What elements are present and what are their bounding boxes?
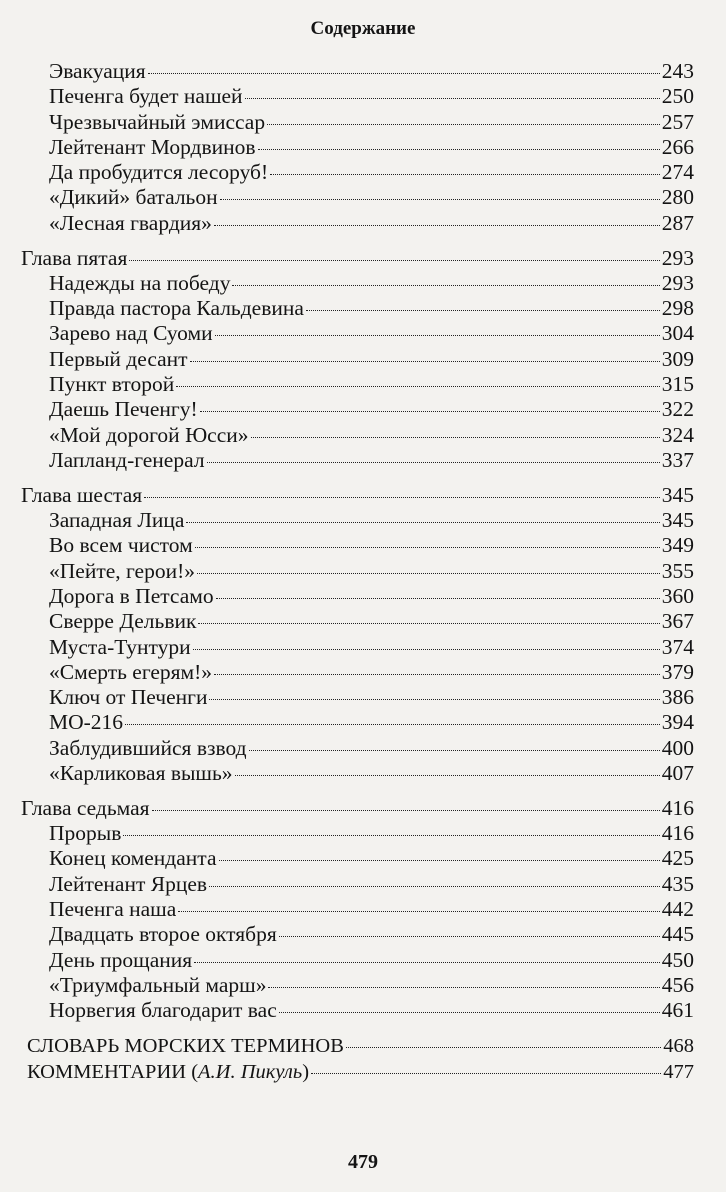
toc-page-number: 345 [661,482,694,507]
toc-entry-title: Глава седьмая [21,795,150,820]
toc-entry-title: День прощания [49,947,193,972]
toc-entry-row [0,710,726,735]
toc-entry-row [0,846,726,871]
toc-page-number: 304 [661,321,694,346]
toc-entry-title: Глава пятая [21,245,128,270]
toc-entry-row [0,1034,726,1059]
toc-page-number: 416 [661,821,694,846]
toc-page-number: 298 [661,296,694,321]
toc-page-number: 374 [661,634,694,659]
dot-leader [209,699,659,700]
toc-page-number: 274 [661,160,694,185]
toc-page-number: 243 [661,59,694,83]
toc-entry-row [0,559,726,584]
toc-entry-title: Зарево над Суоми [49,321,213,346]
toc-entry-title: «Дикий» батальон [49,185,218,210]
toc-page-number: 293 [661,245,694,270]
dot-leader [200,411,660,412]
toc-page-number: 379 [661,659,694,684]
dot-leader [245,98,660,99]
toc-page-number: 322 [661,397,694,422]
toc-entry-title: Лапланд-генерал [49,447,205,472]
toc-page-number: 442 [661,897,694,921]
toc-entry-title: Прорыв [49,821,122,846]
toc-entry-title: Правда пастора Кальдевина [49,296,304,321]
dot-leader [270,174,660,175]
toc-page-number: 257 [661,109,694,134]
toc-entry-row [0,271,726,296]
toc-chapter-row [0,246,726,271]
toc-entry-title: Западная Лица [49,508,185,533]
toc-page-number: 287 [661,210,694,235]
dot-leader [123,835,659,836]
toc-entry-title: Даешь Печенгу! [49,397,198,422]
toc-entry-row [0,448,726,473]
toc-entry-title: Сверре Дельвик [49,609,197,634]
toc-chapter-row [0,796,726,821]
dot-leader [311,1073,661,1074]
dot-leader [268,987,659,988]
dot-leader [194,962,660,963]
toc-page-number: 445 [661,922,694,947]
toc-page-number: 407 [661,761,694,786]
toc-entry-title: КОММЕНТАРИИ (А.И. Пикуль) [27,1060,310,1083]
dot-leader [267,124,660,125]
toc-entry-row [0,609,726,634]
toc-page-number: 386 [661,685,694,710]
toc-entry-row [0,973,726,998]
toc-entry-row [0,508,726,533]
dot-leader [279,1012,660,1013]
toc-entry-row [0,533,726,558]
dot-leader [251,437,660,438]
dot-leader [216,598,660,599]
toc-entry-row [0,685,726,710]
toc-page-number: 309 [661,346,694,371]
dot-leader [125,724,660,725]
toc-entry-row [0,948,726,973]
toc-entry-row [0,423,726,448]
toc-entry-row [0,372,726,397]
toc-entry-title: Глава шестая [21,482,143,507]
toc-entry-row [0,635,726,660]
toc-entry-title: Первый десант [49,346,188,371]
toc-chapter-row [0,483,726,508]
toc-entry-row [0,660,726,685]
toc-entry-title: Норвегия благодарит вас [49,998,277,1023]
toc-entry-row [0,872,726,897]
toc-entry-title: СЛОВАРЬ МОРСКИХ ТЕРМИНОВ [27,1035,344,1058]
toc-entry-title: «Триумфальный марш» [49,972,267,997]
toc-entry-title: Эвакуация [49,59,146,83]
toc-entry-row [0,59,726,84]
toc-entry-row [0,160,726,185]
toc-entry-row [0,922,726,947]
toc-entry-title: Печенга наша [49,897,177,921]
toc-entry-row [0,185,726,210]
toc-page-number: 360 [661,583,694,608]
toc-page-number: 416 [661,795,694,820]
toc-entry-title: Конец коменданта [49,846,217,871]
dot-leader [197,573,660,574]
dot-leader [258,149,660,150]
dot-leader [220,199,660,200]
toc-page-number: 250 [661,84,694,109]
toc-entry-row [0,110,726,135]
toc-entry-row [0,347,726,372]
toc-page-number: 337 [661,447,694,472]
page-title: Содержание [310,18,416,39]
dot-leader [232,285,659,286]
dot-leader [209,886,660,887]
toc-entry-title: МО-216 [49,710,124,735]
toc-entry-row [0,736,726,761]
toc-entry-title: Дорога в Петсамо [49,583,214,608]
toc-entry-title: Во всем чистом [49,533,193,558]
toc-page-number: 315 [661,372,694,397]
toc-entry-row [0,135,726,160]
toc-entry-title: Да пробудится лесоруб! [49,160,269,185]
dot-leader [152,810,660,811]
toc-page-number: 349 [661,533,694,558]
toc-entry-row [0,584,726,609]
toc-entry-title: Лейтенант Ярцев [49,871,208,896]
toc-entry-title: Заблудившийся взвод [49,735,247,760]
toc-entry-row [0,998,726,1023]
toc-page-number: 324 [661,422,694,447]
dot-leader [190,361,660,362]
toc-entry-title: Печенга будет нашей [49,84,243,109]
toc-page-number: 450 [661,947,694,972]
toc-entry-title: «Лесная гвардия» [49,210,212,235]
toc-entry-row [0,1060,726,1085]
toc-entry-title: Пункт второй [49,372,175,397]
toc-entry-title: Двадцать второе октября [49,922,277,947]
toc-page-number: 367 [661,609,694,634]
dot-leader [249,750,660,751]
toc-entry-title: Чрезвычайный эмиссар [49,109,266,134]
toc-entry-row [0,211,726,236]
dot-leader [198,623,659,624]
toc-entry-title: «Пейте, герои!» [49,558,196,583]
toc-page-number: 293 [661,270,694,295]
dot-leader [129,260,659,261]
toc-page-number: 345 [661,508,694,533]
toc-entry-title: Надежды на победу [49,270,231,295]
toc-entry-row [0,321,726,346]
dot-leader [306,310,660,311]
toc-page-number: 468 [663,1035,694,1058]
dot-leader [214,225,660,226]
toc-page-number: 355 [661,558,694,583]
dot-leader [144,497,660,498]
toc-entry-title: Лейтенант Мордвинов [49,134,256,159]
toc-entry-title: Ключ от Печенги [49,685,208,710]
dot-leader [178,911,659,912]
toc-entry-title: «Смерть егерям!» [49,659,213,684]
toc-entry-title: Муста-Тунтури [49,634,191,659]
toc-page-number: 435 [661,871,694,896]
toc-entry-title: «Мой дорогой Юсси» [49,422,249,447]
dot-leader [176,386,660,387]
toc-entry-row [0,84,726,109]
toc-page-number: 266 [661,134,694,159]
toc-page-number: 400 [661,735,694,760]
dot-leader [195,547,660,548]
toc-entry-row [0,761,726,786]
toc-page-number: 280 [661,185,694,210]
toc-entry-row [0,821,726,846]
table-of-contents [0,59,726,1085]
toc-page-number: 461 [661,998,694,1023]
toc-page-number: 394 [661,710,694,735]
dot-leader [346,1047,661,1048]
dot-leader [207,462,660,463]
dot-leader [214,674,660,675]
toc-page-number: 456 [661,972,694,997]
dot-leader [148,73,660,74]
dot-leader [279,936,660,937]
dot-leader [219,860,660,861]
toc-entry-title: «Карликовая вышь» [49,761,233,786]
dot-leader [235,775,660,776]
page-number: 479 [348,1151,378,1173]
toc-page-number: 425 [661,846,694,871]
dot-leader [186,522,659,523]
toc-page-number: 477 [663,1060,694,1083]
dot-leader [215,335,660,336]
toc-entry-row [0,296,726,321]
toc-entry-row [0,397,726,422]
toc-entry-row [0,897,726,922]
dot-leader [193,649,660,650]
